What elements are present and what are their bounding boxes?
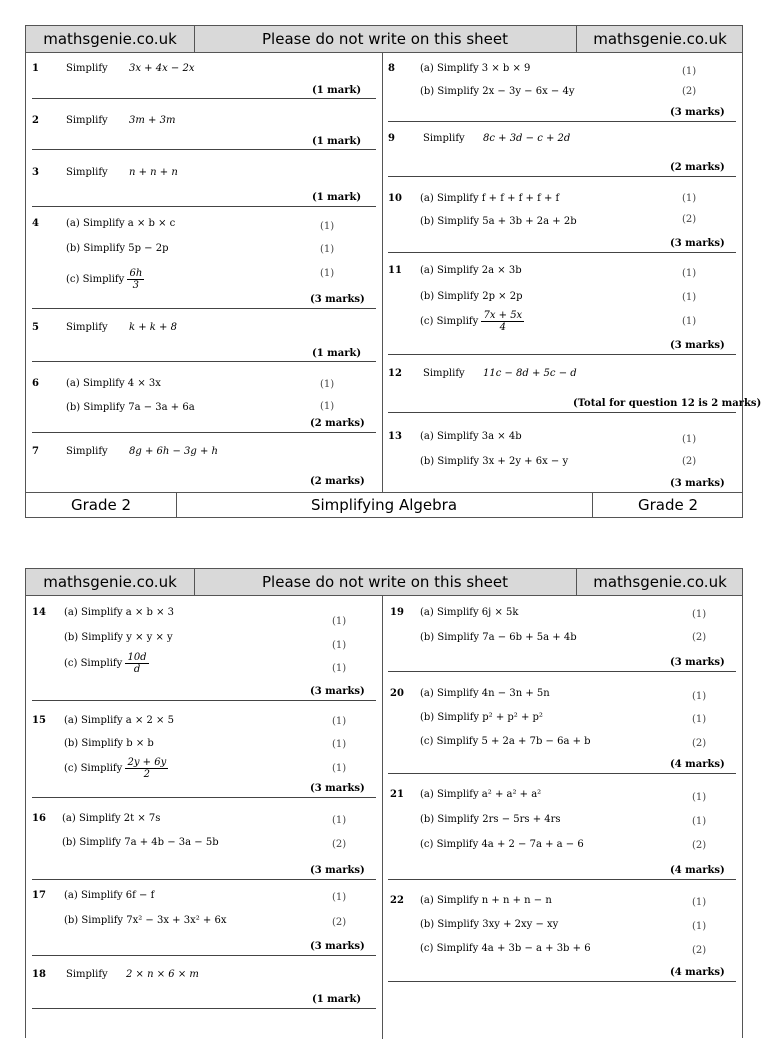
question-number: 7: [32, 446, 39, 457]
part-b: (b) Simplify y × y × y: [64, 632, 173, 643]
footer-topic: Simplifying Algebra: [176, 493, 593, 517]
header-site-left: mathsgenie.co.uk: [26, 569, 195, 595]
part-a: (a) Simplify 6f − f: [64, 890, 155, 901]
part-c-label: (c) Simplify: [420, 316, 479, 327]
answer-line: [388, 671, 736, 672]
answer-line: [32, 797, 376, 798]
answer-line: [388, 773, 736, 774]
part-a: (a) Simplify a × b × 3: [64, 607, 174, 618]
header-site-right: mathsgenie.co.uk: [593, 30, 727, 48]
sheet-header: [26, 569, 742, 596]
marks-total: (1 mark): [312, 192, 362, 203]
column-divider: [382, 595, 383, 1039]
question-prompt: Simplify: [66, 446, 108, 457]
question-number: 5: [32, 322, 39, 333]
question-number: 6: [32, 378, 39, 389]
part-b-marks: (2): [332, 917, 347, 928]
answer-line: [32, 700, 376, 701]
answer-line: [388, 879, 736, 880]
part-a: (a) Simplify 3a × 4b: [420, 431, 522, 442]
footer-grade-left: Grade 2: [26, 493, 177, 517]
question-number: 1: [32, 63, 39, 74]
question-expression: 8g + 6h − 3g + h: [129, 446, 218, 457]
part-a: (a) Simplify 4 × 3x: [66, 378, 161, 389]
marks-total: (3 marks): [310, 941, 365, 952]
part-c-label: (c) Simplify: [64, 658, 123, 669]
question-number: 9: [388, 133, 395, 144]
question-number: 3: [32, 167, 39, 178]
sheet-header: [26, 26, 742, 53]
part-a-marks: (1): [692, 792, 707, 803]
answer-line: [32, 98, 376, 99]
marks-total: (4 marks): [670, 759, 725, 770]
marks-total: (4 marks): [670, 865, 725, 876]
question-expression: n + n + n: [129, 167, 178, 178]
part-a-marks: (1): [332, 716, 347, 727]
part-c-marks: (2): [692, 738, 707, 749]
question-expression: 11c − 8d + 5c − d: [483, 368, 577, 379]
part-a: (a) Simplify n + n + n − n: [420, 895, 552, 906]
part-b-marks: (2): [332, 839, 347, 850]
answer-line: [388, 252, 736, 253]
answer-line: [32, 308, 376, 309]
fraction-numerator: 2y + 6y: [127, 757, 167, 768]
part-a-marks: (1): [320, 221, 335, 232]
question-expression: 8c + 3d − c + 2d: [483, 133, 571, 144]
part-b-marks: (2): [682, 456, 697, 467]
worksheet-page-1: [25, 25, 762, 518]
marks-total: (1 mark): [312, 85, 362, 96]
part-c-label: (c) Simplify: [66, 274, 125, 285]
part-a-marks: (1): [692, 691, 707, 702]
marks-total: (2 marks): [310, 418, 365, 429]
part-a: (a) Simplify 2a × 3b: [420, 265, 522, 276]
answer-line: [32, 149, 376, 150]
fraction-denominator: d: [133, 664, 141, 675]
part-a: (a) Simplify a² + a² + a²: [420, 789, 542, 800]
part-b-marks: (1): [692, 816, 707, 827]
fraction: [481, 310, 524, 333]
part-a: (a) Simplify 3 × b × 9: [420, 63, 531, 74]
answer-line: [388, 121, 736, 122]
part-b-marks: (1): [320, 401, 335, 412]
answer-line: [388, 354, 736, 355]
marks-total: (3 marks): [670, 340, 725, 351]
marks-total: (1 mark): [312, 348, 362, 359]
fraction: [127, 268, 144, 291]
fraction: [125, 652, 148, 675]
part-a: (a) Simplify 6j × 5k: [420, 607, 519, 618]
part-b-marks: (1): [682, 292, 697, 303]
question-number: 2: [32, 115, 39, 126]
part-b-marks: (1): [692, 921, 707, 932]
part-b-marks: (2): [682, 214, 697, 225]
part-c-marks: (1): [320, 268, 335, 279]
footer-grade-right: Grade 2: [637, 496, 699, 514]
question-prompt: Simplify: [66, 969, 108, 980]
marks-total: (1 mark): [312, 994, 362, 1005]
part-c: (c) Simplify 4a + 2 − 7a + a − 6: [420, 839, 584, 850]
question-prompt: Simplify: [423, 133, 465, 144]
question-expression: 3m + 3m: [129, 115, 176, 126]
part-a: (a) Simplify 2t × 7s: [62, 813, 161, 824]
part-a-marks: (1): [682, 193, 697, 204]
part-b: (b) Simplify 7a − 3a + 6a: [66, 402, 195, 413]
question-expression: k + k + 8: [129, 322, 177, 333]
answer-line: [388, 412, 736, 413]
part-b-marks: (1): [332, 739, 347, 750]
question-number: 16: [32, 813, 46, 824]
marks-total: (3 marks): [670, 478, 725, 489]
part-b: (b) Simplify 7x² − 3x + 3x² + 6x: [64, 915, 227, 926]
header-site-left: mathsgenie.co.uk: [26, 26, 195, 52]
part-a: (a) Simplify 4n − 3n + 5n: [420, 688, 550, 699]
worksheet-page-2: [25, 568, 743, 1038]
question-number: 8: [388, 63, 395, 74]
part-c-label: (c) Simplify: [64, 763, 123, 774]
sheet-footer: [26, 492, 742, 517]
marks-total: (Total for question 12 is 2 marks): [573, 398, 762, 409]
part-a-marks: (1): [320, 379, 335, 390]
part-a-marks: (1): [682, 268, 697, 279]
part-c-marks: (1): [332, 763, 347, 774]
answer-line: [32, 1008, 376, 1009]
header-site-right: mathsgenie.co.uk: [593, 573, 727, 591]
part-c: [66, 268, 144, 291]
part-c-marks: (2): [692, 840, 707, 851]
part-b: (b) Simplify 3xy + 2xy − xy: [420, 919, 559, 930]
part-b: (b) Simplify 5a + 3b + 2a + 2b: [420, 216, 577, 227]
fraction-numerator: 6h: [129, 268, 143, 279]
fraction-denominator: 2: [143, 769, 151, 780]
part-a-marks: (1): [332, 892, 347, 903]
part-c: [420, 310, 524, 333]
part-a-marks: (1): [682, 66, 697, 77]
part-a-marks: (1): [682, 434, 697, 445]
part-b-marks: (1): [332, 640, 347, 651]
marks-total: (3 marks): [310, 865, 365, 876]
question-number: 10: [388, 193, 402, 204]
question-prompt: Simplify: [66, 115, 108, 126]
part-c: [64, 757, 168, 780]
fraction-denominator: 4: [499, 322, 507, 333]
question-number: 19: [390, 607, 404, 618]
fraction-numerator: 7x + 5x: [483, 310, 523, 321]
marks-total: (3 marks): [310, 686, 365, 697]
part-b-marks: (2): [682, 86, 697, 97]
question-number: 22: [390, 895, 404, 906]
answer-line: [32, 955, 376, 956]
part-b: (b) Simplify 2x − 3y − 6x − 4y: [420, 86, 575, 97]
marks-total: (1 mark): [312, 136, 362, 147]
question-number: 17: [32, 890, 46, 901]
question-number: 14: [32, 607, 46, 618]
marks-total: (3 marks): [670, 238, 725, 249]
part-a: (a) Simplify f + f + f + f + f: [420, 193, 560, 204]
part-b: (b) Simplify 3x + 2y + 6x − y: [420, 456, 569, 467]
answer-line: [32, 361, 376, 362]
question-expression: 2 × n × 6 × m: [126, 969, 199, 980]
part-a: (a) Simplify a × 2 × 5: [64, 715, 174, 726]
part-a-marks: (1): [332, 616, 347, 627]
question-number: 11: [388, 265, 402, 276]
part-c-marks: (2): [692, 945, 707, 956]
header-notice: Please do not write on this sheet: [194, 26, 577, 52]
fraction-denominator: 3: [132, 280, 140, 291]
question-number: 20: [390, 688, 404, 699]
part-b: (b) Simplify 5p − 2p: [66, 243, 169, 254]
part-c: (c) Simplify 4a + 3b − a + 3b + 6: [420, 943, 591, 954]
part-b: (b) Simplify 7a − 6b + 5a + 4b: [420, 632, 577, 643]
part-a-marks: (1): [692, 897, 707, 908]
part-c: (c) Simplify 5 + 2a + 7b − 6a + b: [420, 736, 591, 747]
marks-total: (3 marks): [310, 783, 365, 794]
part-b-marks: (1): [692, 714, 707, 725]
marks-total: (3 marks): [310, 294, 365, 305]
header-notice: Please do not write on this sheet: [194, 569, 577, 595]
part-a-marks: (1): [332, 815, 347, 826]
question-prompt: Simplify: [66, 167, 108, 178]
part-b: (b) Simplify 2p × 2p: [420, 291, 523, 302]
question-number: 13: [388, 431, 402, 442]
part-a: (a) Simplify a × b × c: [66, 218, 176, 229]
answer-line: [32, 432, 376, 433]
fraction: [125, 757, 168, 780]
marks-total: (2 marks): [670, 162, 725, 173]
marks-total: (4 marks): [670, 967, 725, 978]
question-prompt: Simplify: [66, 322, 108, 333]
part-b: (b) Simplify 2rs − 5rs + 4rs: [420, 814, 561, 825]
fraction-numerator: 10d: [127, 652, 147, 663]
column-divider: [382, 52, 383, 494]
part-c: [64, 652, 149, 675]
part-c-marks: (1): [682, 316, 697, 327]
question-number: 15: [32, 715, 46, 726]
question-number: 12: [388, 368, 402, 379]
marks-total: (2 marks): [310, 476, 365, 487]
part-b: (b) Simplify b × b: [64, 738, 154, 749]
marks-total: (3 marks): [670, 107, 725, 118]
part-b: (b) Simplify 7a + 4b − 3a − 5b: [62, 837, 219, 848]
part-c-marks: (1): [332, 663, 347, 674]
answer-line: [388, 176, 736, 177]
question-prompt: Simplify: [423, 368, 465, 379]
question-number: 18: [32, 969, 46, 980]
answer-line: [32, 879, 376, 880]
part-a-marks: (1): [692, 609, 707, 620]
answer-line: [388, 981, 736, 982]
part-b: (b) Simplify p² + p² + p²: [420, 712, 543, 723]
part-b-marks: (2): [692, 632, 707, 643]
part-b-marks: (1): [320, 244, 335, 255]
answer-line: [32, 206, 376, 207]
marks-total: (3 marks): [670, 657, 725, 668]
question-number: 21: [390, 789, 404, 800]
question-prompt: Simplify: [66, 63, 108, 74]
question-expression: 3x + 4x − 2x: [129, 63, 195, 74]
question-number: 4: [32, 218, 39, 229]
